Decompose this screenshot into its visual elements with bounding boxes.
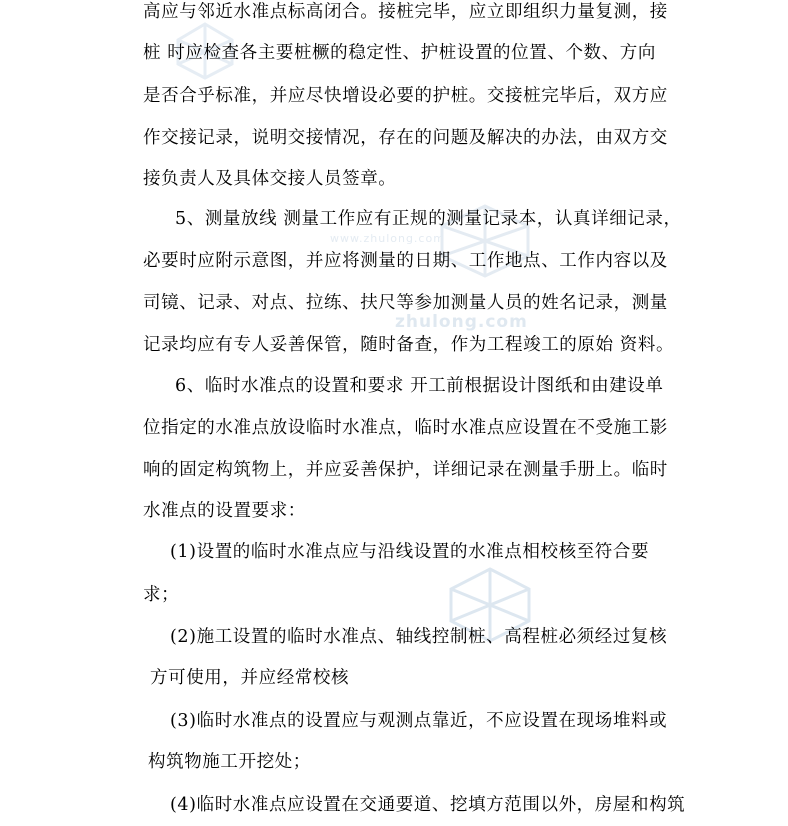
text-line: 构筑物施工开挖处； — [148, 752, 311, 772]
watermark-subtext: www.zhulong.com — [330, 232, 445, 245]
text-line: 6、临时水准点的设置和要求 开工前根据设计图纸和由建设单 — [175, 376, 664, 396]
watermark-text: zhulong.com — [395, 312, 528, 332]
text-line: 必要时应附示意图，并应将测量的日期、工作地点、工作内容以及 — [143, 251, 668, 271]
text-line: 记录均应有专人妥善保管，随时备查，作为工程竣工的原始 资料。 — [143, 335, 675, 355]
text-line: 水准点的设置要求： — [143, 501, 306, 521]
text-line: 作交接记录，说明交接情况，存在的问题及解决的办法，由双方交 — [143, 128, 668, 148]
text-line: (3)临时水准点的设置应与观测点靠近，不应设置在现场堆料或 — [170, 711, 668, 731]
text-line: 高应与邻近水准点标高闭合。接桩完毕，应立即组织力量复测，接 — [143, 2, 668, 22]
text-line: (1)设置的临时水准点应与沿线设置的水准点相校核至符合要 — [170, 542, 650, 562]
text-line: (4)临时水准点应设置在交通要道、挖填方范围以外，房屋和构筑 — [170, 795, 686, 815]
text-line: 位指定的水准点放设临时水准点，临时水准点应设置在不受施工影 — [143, 418, 668, 438]
text-line: 5、测量放线 测量工作应有正规的测量记录本，认真详细记录， — [175, 209, 682, 229]
text-line: (2)施工设置的临时水准点、轴线控制桩、高程桩必须经过复核 — [170, 627, 668, 647]
text-line: 响的固定构筑物上，并应妥善保护，详细记录在测量手册上。临时 — [143, 460, 668, 480]
text-line: 方可使用，并应经常校核 — [150, 668, 350, 688]
text-line: 桩 时应检查各主要桩橛的稳定性、护桩设置的位置、个数、方向 — [143, 43, 656, 63]
text-line: 求； — [143, 585, 180, 605]
text-line: 司镜、记录、对点、拉练、扶尺等参加测量人员的姓名记录，测量 — [143, 293, 668, 313]
text-line: 接负责人及具体交接人员签章。 — [143, 169, 397, 189]
text-line: 是否合乎标准，并应尽快增设必要的护桩。交接桩完毕后，双方应 — [143, 86, 668, 106]
